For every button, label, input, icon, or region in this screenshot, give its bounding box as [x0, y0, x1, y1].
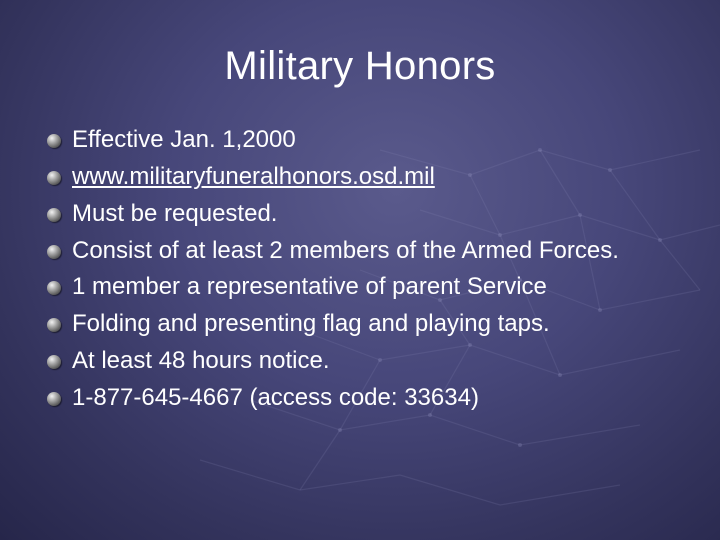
- bullet-item-notice: [0, 347, 720, 375]
- bullet-text: 1-877-645-4667 (access code: 33634): [72, 384, 479, 411]
- bullet-text: 1 member a representative of parent Service: [72, 273, 547, 300]
- bullet-item-effective-date: [0, 126, 720, 154]
- bullet-item-representative: [0, 273, 720, 301]
- slide-title: Military Honors: [224, 44, 496, 88]
- bullet-sphere-icon: [47, 392, 61, 406]
- bullet-sphere-icon: [47, 318, 61, 332]
- bullet-item-members: [0, 237, 720, 265]
- bullet-item-flag-taps: [0, 310, 720, 338]
- bullet-sphere-icon: [47, 208, 61, 222]
- bullet-sphere-icon: [47, 134, 61, 148]
- bullet-sphere-icon: [47, 281, 61, 295]
- bullet-item-phone: [0, 384, 720, 412]
- bullet-text: Consist of at least 2 members of the Armed Forces.: [72, 237, 619, 264]
- bullet-text: Folding and presenting flag and playing taps.: [72, 310, 550, 337]
- bullet-list: [0, 126, 720, 421]
- bullet-text: Effective Jan. 1,2000: [72, 126, 296, 153]
- bullet-item-request: [0, 200, 720, 228]
- website-link[interactable]: www.militaryfuneralhonors.osd.mil: [72, 163, 435, 190]
- bullet-text: At least 48 hours notice.: [72, 347, 330, 374]
- bullet-sphere-icon: [47, 245, 61, 259]
- bullet-item-website: [0, 163, 720, 191]
- bullet-sphere-icon: [47, 355, 61, 369]
- bullet-sphere-icon: [47, 171, 61, 185]
- bullet-text: Must be requested.: [72, 200, 278, 227]
